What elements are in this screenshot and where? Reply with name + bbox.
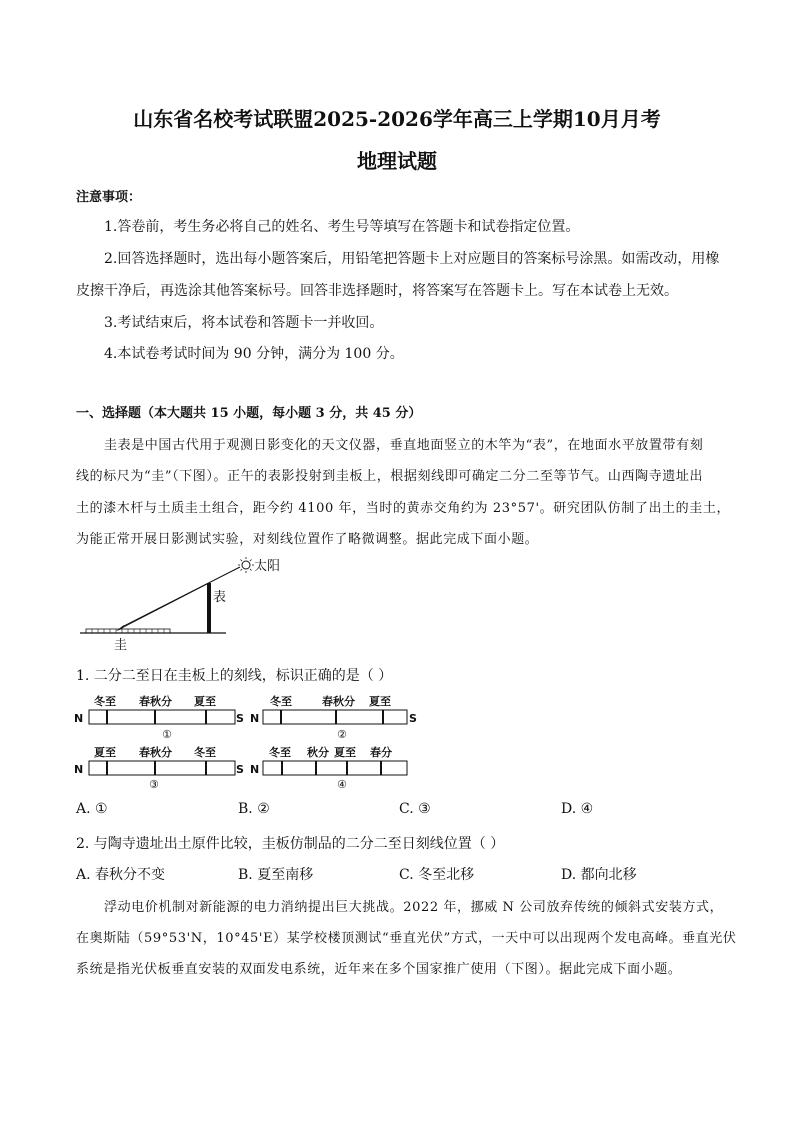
n-label: N — [74, 712, 84, 725]
label: 冬至 — [269, 746, 291, 759]
notice-heading: 注意事项： — [76, 190, 142, 205]
question-1-stem: 1. 二分二至日在圭板上的刻线，标识正确的是（ ） — [76, 668, 393, 684]
passage-line: 线的标尺为“圭”（下图）。正午的表影投射到圭板上，根据刻线即可确定二分二至等节气。山西陶寺遗址出 — [76, 469, 704, 484]
passage-line: 系统是指光伏板垂直安装的双面发电系统，近年来在多个国家推广使用（下图）。据此完成下面小题。 — [76, 962, 682, 977]
sun-icon — [238, 557, 254, 573]
label: 夏至 — [194, 695, 216, 708]
gui-label: 圭 — [114, 638, 128, 653]
gnomon-figure — [76, 555, 281, 655]
diagram-number: ② — [337, 728, 347, 741]
passage-line: 为能正常开展日影测试实验，对刻线位置作了略微调整。据此完成下面小题。 — [76, 532, 539, 547]
label: 春秋分 — [139, 695, 172, 708]
label: 春分 — [370, 746, 392, 759]
n-label: N — [250, 763, 260, 776]
label: 冬至 — [194, 746, 216, 759]
sun-label: 太阳 — [254, 559, 281, 574]
option-c[interactable]: C. 冬至北移 — [399, 867, 475, 883]
n-label: N — [74, 763, 84, 776]
label: 春秋分 — [139, 746, 172, 759]
question-2-stem: 2. 与陶寺遗址出土原件比较，圭板仿制品的二分二至日刻线位置（ ） — [76, 836, 505, 852]
option-a[interactable]: A. ① — [76, 801, 108, 817]
option-c[interactable]: C. ③ — [399, 801, 431, 817]
passage-line: 浮动电价机制对新能源的电力消纳提出巨大挑战。2022 年，挪威 N 公司放弃传统的倾斜式安装方式， — [104, 900, 724, 915]
label: 秋分 — [307, 746, 329, 759]
label: 春秋分 — [322, 695, 355, 708]
pole-shape — [207, 583, 211, 633]
n-label: N — [250, 712, 260, 725]
label: 夏至 — [94, 746, 116, 759]
option-d[interactable]: D. 都向北移 — [561, 867, 637, 883]
passage-line: 在奥斯陆（59°53'N，10°45'E）某学校楼顶测试“垂直光伏”方式，一天中可以出现两个发电高峰。垂直光伏 — [76, 931, 737, 946]
pole-label: 表 — [213, 590, 227, 605]
label: 冬至 — [270, 695, 292, 708]
s-label: S — [236, 763, 244, 776]
option-b[interactable]: B. ② — [238, 801, 270, 817]
passage-line: 土的漆木杆与土质圭土组合，距今约 4100 年，当时的黄赤交角约为 23°57'。研究团队仿制了出土的圭土， — [76, 501, 731, 516]
s-label: S — [236, 712, 244, 725]
diagram-number: ③ — [149, 778, 159, 791]
passage-line: 圭表是中国古代用于观测日影变化的天文仪器，垂直地面竖立的木竿为“表”，在地面水平放置带有刻 — [104, 438, 704, 453]
label: 夏至 — [334, 746, 356, 759]
section-heading: 一、选择题（本大题共 15 小题，每小题 3 分，共 45 分） — [76, 406, 422, 421]
option-a[interactable]: A. 春秋分不变 — [76, 867, 166, 883]
diagram-number: ① — [162, 728, 172, 741]
notice-item: 2.回答选择题时，选出每小题答案后，用铅笔把答题卡上对应题目的答案标号涂黑。如需改动，用橡 — [104, 251, 720, 267]
s-label: S — [409, 712, 417, 725]
diagram-number: ④ — [337, 778, 347, 791]
notice-item: 1.答卷前，考生务必将自己的姓名、考生号等填写在答题卡和试卷指定位置。 — [104, 219, 580, 235]
option-d[interactable]: D. ④ — [561, 801, 594, 817]
label: 冬至 — [94, 695, 116, 708]
label: 夏至 — [369, 695, 391, 708]
exam-title: 山东省名校考试联盟2025-2026学年高三上学期10月月考 — [133, 107, 661, 131]
q1-diagrams — [72, 692, 422, 792]
notice-item: 皮擦干净后，再选涂其他答案标号。回答非选择题时，将答案写在答题卡上。写在本试卷上无效。 — [76, 283, 678, 299]
exam-subtitle: 地理试题 — [357, 149, 437, 173]
notice-item: 3.考试结束后，将本试卷和答题卡一并收回。 — [104, 315, 384, 331]
option-b[interactable]: B. 夏至南移 — [238, 867, 314, 883]
notice-item: 4.本试卷考试时间为 90 分钟，满分为 100 分。 — [104, 346, 404, 362]
